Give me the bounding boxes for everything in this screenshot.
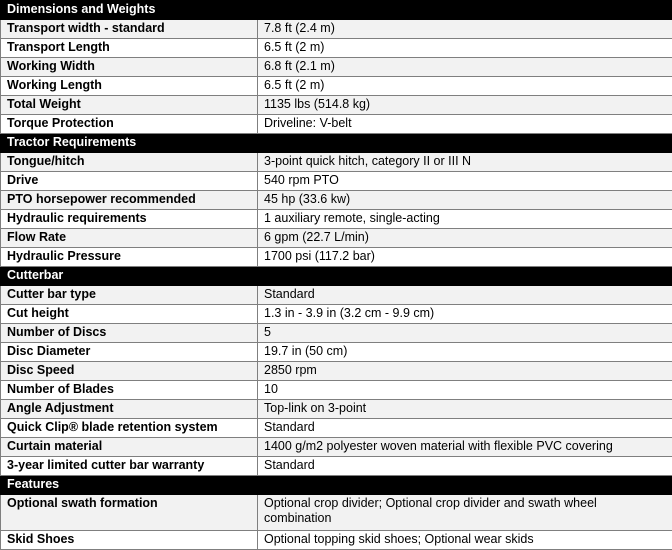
spec-label: Skid Shoes	[1, 531, 258, 550]
spec-value: 45 hp (33.6 kw)	[258, 191, 672, 210]
spec-value: Optional crop divider; Optional crop divider and swath wheel combination	[258, 495, 672, 531]
table-row	[1, 531, 672, 550]
table-row	[1, 191, 672, 210]
spec-label: 3-year limited cutter bar warranty	[1, 457, 258, 476]
spec-value: Standard	[258, 419, 672, 438]
section-title: Dimensions and Weights	[1, 1, 258, 20]
spec-label: Cutter bar type	[1, 286, 258, 305]
spec-label: Tongue/hitch	[1, 153, 258, 172]
spec-label: PTO horsepower recommended	[1, 191, 258, 210]
spec-value: 19.7 in (50 cm)	[258, 343, 672, 362]
table-row	[1, 286, 672, 305]
table-row	[1, 400, 672, 419]
spec-value: 6 gpm (22.7 L/min)	[258, 229, 672, 248]
section-header-blank	[258, 476, 672, 495]
spec-value: 1135 lbs (514.8 kg)	[258, 96, 672, 115]
table-row	[1, 58, 672, 77]
table-row	[1, 77, 672, 96]
spec-value: Top-link on 3-point	[258, 400, 672, 419]
spec-value: 7.8 ft (2.4 m)	[258, 20, 672, 39]
table-row	[1, 115, 672, 134]
section-header-blank	[258, 1, 672, 20]
spec-label: Angle Adjustment	[1, 400, 258, 419]
spec-label: Curtain material	[1, 438, 258, 457]
spec-label: Number of Blades	[1, 381, 258, 400]
table-row	[1, 324, 672, 343]
spec-label: Torque Protection	[1, 115, 258, 134]
spec-value: Standard	[258, 286, 672, 305]
table-row	[1, 153, 672, 172]
spec-value: 10	[258, 381, 672, 400]
spec-value: 1400 g/m2 polyester woven material with flexible PVC covering	[258, 438, 672, 457]
spec-label: Number of Discs	[1, 324, 258, 343]
spec-value: 6.5 ft (2 m)	[258, 39, 672, 58]
spec-value: Standard	[258, 457, 672, 476]
spec-label: Disc Speed	[1, 362, 258, 381]
spec-value: 540 rpm PTO	[258, 172, 672, 191]
section-title: Features	[1, 476, 258, 495]
table-row	[1, 438, 672, 457]
section-header	[1, 476, 672, 495]
spec-label: Drive	[1, 172, 258, 191]
spec-label: Hydraulic Pressure	[1, 248, 258, 267]
section-header-blank	[258, 134, 672, 153]
section-header-blank	[258, 267, 672, 286]
spec-value: Driveline: V-belt	[258, 115, 672, 134]
table-row	[1, 343, 672, 362]
spec-label: Working Width	[1, 58, 258, 77]
table-row	[1, 20, 672, 39]
spec-label: Optional swath formation	[1, 495, 258, 531]
section-header	[1, 267, 672, 286]
spec-label: Transport Length	[1, 39, 258, 58]
table-row	[1, 419, 672, 438]
spec-label: Disc Diameter	[1, 343, 258, 362]
spec-value: 6.5 ft (2 m)	[258, 77, 672, 96]
section-header	[1, 1, 672, 20]
table-row	[1, 362, 672, 381]
spec-label: Transport width - standard	[1, 20, 258, 39]
spec-value: 2850 rpm	[258, 362, 672, 381]
table-row	[1, 457, 672, 476]
spec-label: Cut height	[1, 305, 258, 324]
spec-label: Hydraulic requirements	[1, 210, 258, 229]
table-row	[1, 96, 672, 115]
table-row	[1, 248, 672, 267]
spec-value: Optional topping skid shoes; Optional wear skids	[258, 531, 672, 550]
spec-value: 1.3 in - 3.9 in (3.2 cm - 9.9 cm)	[258, 305, 672, 324]
section-title: Cutterbar	[1, 267, 258, 286]
specifications-body	[1, 1, 672, 550]
table-row	[1, 305, 672, 324]
spec-label: Total Weight	[1, 96, 258, 115]
spec-label: Flow Rate	[1, 229, 258, 248]
spec-value: 6.8 ft (2.1 m)	[258, 58, 672, 77]
spec-value: 3-point quick hitch, category II or III N	[258, 153, 672, 172]
spec-label: Quick Clip® blade retention system	[1, 419, 258, 438]
spec-value: 5	[258, 324, 672, 343]
table-row	[1, 39, 672, 58]
table-row	[1, 172, 672, 191]
spec-label: Working Length	[1, 77, 258, 96]
spec-value: 1 auxiliary remote, single-acting	[258, 210, 672, 229]
section-title: Tractor Requirements	[1, 134, 258, 153]
spec-value: 1700 psi (117.2 bar)	[258, 248, 672, 267]
table-row	[1, 210, 672, 229]
table-row	[1, 229, 672, 248]
table-row	[1, 495, 672, 531]
table-row	[1, 381, 672, 400]
section-header	[1, 134, 672, 153]
